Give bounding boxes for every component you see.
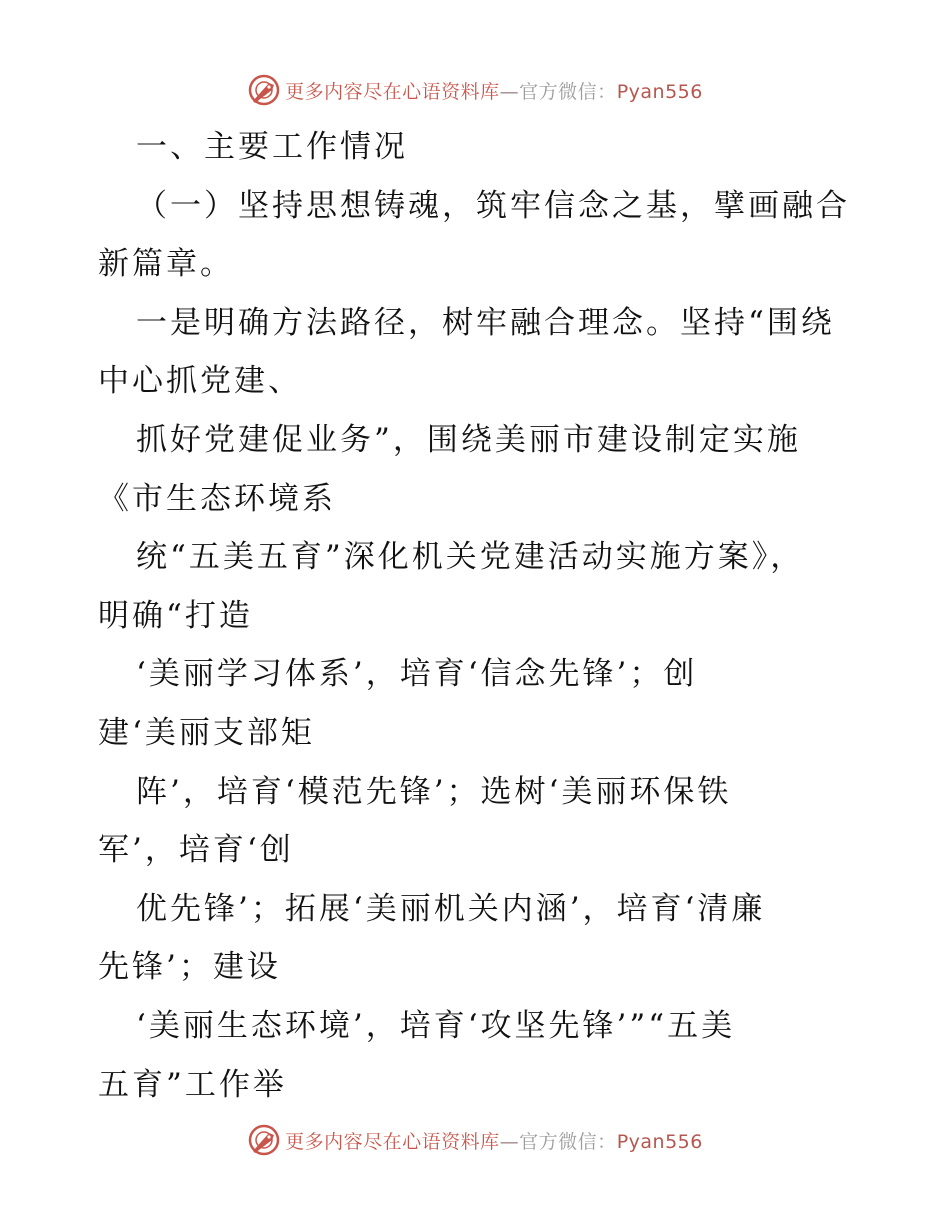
watermark-text — [285, 1127, 703, 1154]
text-line: 先锋’；建设 — [98, 949, 281, 986]
text-line: 优先锋’；拓展‘美丽机关内涵’，培育‘清廉 — [136, 890, 766, 927]
watermark-text — [285, 77, 703, 104]
section-heading: 一、主要工作情况 — [136, 129, 408, 165]
text-line: 阵’，培育‘模范先锋’；选树‘美丽环保铁 — [136, 773, 732, 810]
text-line: 五育”工作举 — [98, 1066, 287, 1103]
watermark-brand: 更多内容尽在心语资料库 — [285, 1130, 500, 1153]
text-line: 中心抓党建、 — [98, 363, 302, 400]
subsection-heading: （一）坚持思想铸魂，筑牢信念之基，擘画融合 — [136, 187, 850, 224]
text-line: ‘美丽生态环境’，培育‘攻坚先锋’”“五美 — [136, 1007, 736, 1044]
text-line: 新篇章。 — [98, 246, 234, 283]
header-watermark — [0, 70, 950, 110]
watermark-official-label: 官方微信： — [519, 80, 617, 103]
pen-nib-logo-icon — [247, 1123, 281, 1157]
watermark-account: Pyan556 — [616, 1130, 703, 1153]
watermark-separator: — — [499, 80, 520, 103]
text-line: ‘美丽学习体系’，培育‘信念先锋’；创 — [136, 656, 698, 693]
watermark-separator: — — [499, 1130, 520, 1153]
pen-nib-logo-icon — [247, 73, 281, 107]
text-line: 明确“打造 — [98, 597, 253, 634]
text-line: 一是明确方法路径，树牢融合理念。坚持“围绕 — [136, 304, 835, 341]
watermark-account: Pyan556 — [616, 80, 703, 103]
watermark-official-label: 官方微信： — [519, 1130, 617, 1153]
text-line: 抓好党建促业务”，围绕美丽市建设制定实施 — [136, 421, 801, 458]
text-line: 建‘美丽支部矩 — [98, 714, 315, 751]
watermark-brand: 更多内容尽在心语资料库 — [285, 80, 500, 103]
text-line: 军’，培育‘创 — [98, 832, 294, 869]
text-line: 统“五美五育”深化机关党建活动实施方案》， — [136, 539, 805, 576]
footer-watermark — [0, 1120, 950, 1160]
text-line: 《市生态环境系 — [98, 480, 336, 517]
document-body — [98, 118, 858, 1114]
